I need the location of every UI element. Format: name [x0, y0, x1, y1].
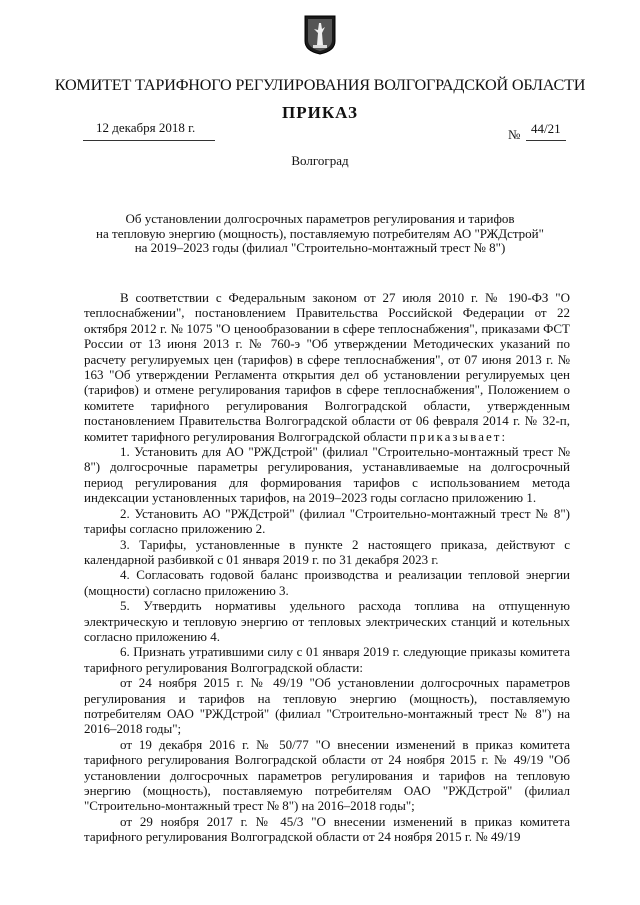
order-item-6: 6. Признать утратившими силу с 01 января 2019 г. следующие приказы комитета тарифного регулирования Волгоградской области:: [84, 644, 570, 675]
preamble-paragraph: [84, 290, 570, 444]
subject-line: на 2019–2023 годы (филиал "Строительно-монтажный трест № 8"): [134, 240, 506, 255]
order-item-4: 4. Согласовать годовой баланс производства и реализации тепловой энергии (мощности) согласно приложению 3.: [84, 567, 570, 598]
order-date: 12 декабря 2018 г.: [96, 120, 196, 135]
preamble-decree-word: приказывает:: [410, 428, 508, 444]
order-item-1: 1. Установить для АО "РЖДстрой" (филиал "Строительно-монтажный трест № 8") долгосрочные параметры регулирования, устанавливаемые на долгосрочный период регулирования для формирования тарифов с использованием метода индексации установленных тарифов, на 2019–2023 годы согласно приложению 1.: [84, 444, 570, 506]
order-number: 44/21: [531, 121, 561, 136]
repealed-order-1: от 24 ноября 2015 г. № 49/19 "Об установлении долгосрочных параметров регулирования и тарифов на тепловую энергию (мощность), поставляемую потребителям ОАО "РЖДстрой" (филиал "Строительно-монтажный трест № 8") на 2016–2018 годы";: [84, 675, 570, 737]
order-item-3: 3. Тарифы, установленные в пункте 2 настоящего приказа, действуют с календарной разбивкой с 01 января 2019 г. по 31 декабря 2023 г.: [84, 536, 570, 567]
subject-line: Об установлении долгосрочных параметров регулирования и тарифов: [125, 211, 515, 226]
order-subject: [90, 212, 550, 256]
document-type: ПРИКАЗ: [282, 103, 358, 122]
order-item-2: 2. Установить АО "РЖДстрой" (филиал "Строительно-монтажный трест № 8") тарифы согласно приложению 2.: [84, 505, 570, 537]
order-item-5: 5. Утвердить нормативы удельного расхода топлива на отпущенную электрическую и тепловую энергию от тепловых электрических станций и котельных согласно приложению 4.: [84, 598, 570, 644]
repealed-order-3: от 29 ноября 2017 г. № 45/3 "О внесении изменений в приказ комитета тарифного регулирования Волгоградской области от 24 ноября 2015 г. № 49/19: [84, 813, 570, 845]
order-body: [84, 290, 570, 845]
number-underline: [526, 140, 566, 141]
repealed-order-2: от 19 декабря 2016 г. № 50/77 "О внесении изменений в приказ комитета тарифного регулирования Волгоградской области от 24 ноября 2015 г. № 49/19 "Об установлении долгосрочных параметров регулирования и тарифов на тепловую энергию (мощность), поставляемую потребителям ОАО "РЖДстрой" (филиал "Строительно-монтажный трест № 8") на 2016–2018 годы";: [84, 736, 570, 814]
date-underline: [83, 140, 215, 141]
volgograd-coat-of-arms-icon: [304, 15, 336, 55]
preamble-text: В соответствии с Федеральным законом от 27 июля 2010 г. № 190-ФЗ "О теплоснабжении", постановлением Правительства Российской Федерации от 22 октября 2012 г. № 1075 "О ценообразовании в сфере теплоснабжения", приказами ФСТ России от 13 июня 2013 г. № 760-э "Об утверждении Методических указаний по расчету регулируемых цен (тарифов) в сфере теплоснабжения", от 07 июня 2013 г. № 163 "Об утверждении Регламента открытия дел об установлении регулируемых цен (тарифов) и отмене регулирования тарифов в сфере теплоснабжения", Положением о комитете тарифного регулирования Волгоградской области, утвержденным постановлением Правительства Волгоградской области от 06 февраля 2014 г. № 32-п, комитет тарифного регулирования Волгоградской области: [84, 290, 570, 444]
subject-line: на тепловую энергию (мощность), поставляемую потребителям АО "РЖДстрой": [96, 225, 544, 241]
number-sign: №: [508, 127, 521, 142]
committee-name: КОМИТЕТ ТАРИФНОГО РЕГУЛИРОВАНИЯ ВОЛГОГРАДСКОЙ ОБЛАСТИ: [54, 76, 586, 94]
city: Волгоград: [291, 153, 349, 168]
